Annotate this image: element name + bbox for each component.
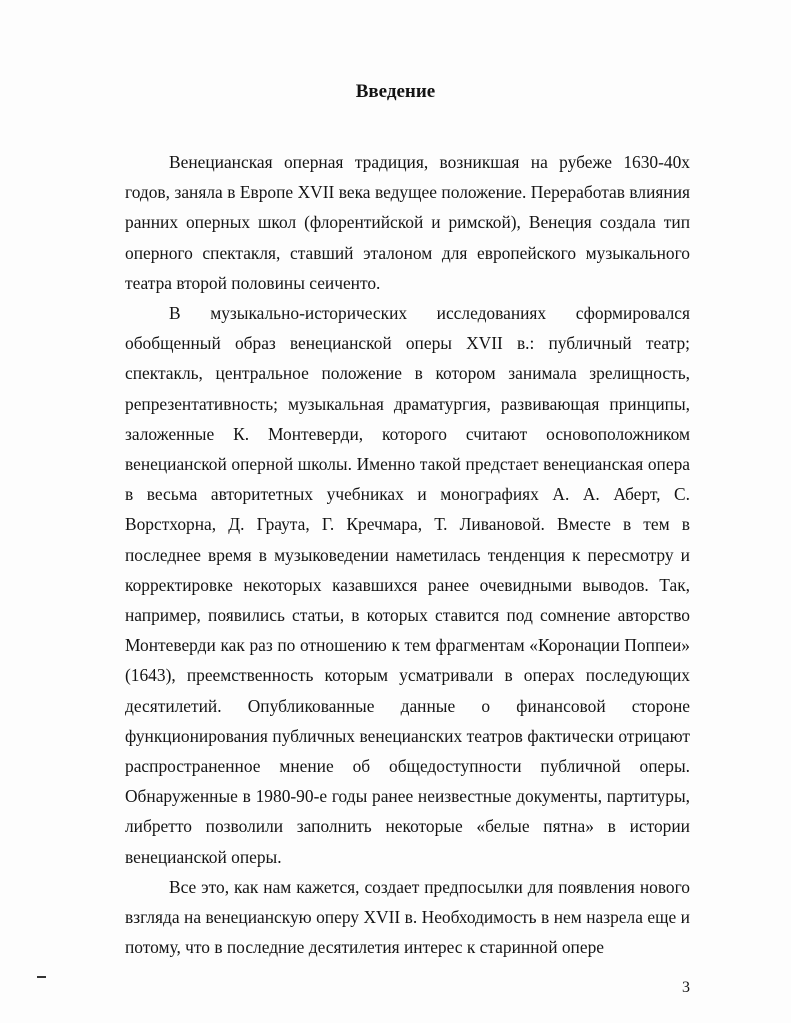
page-number: 3 [682, 979, 690, 996]
page-title: Введение [355, 81, 436, 102]
scan-artifact-mark [37, 976, 46, 978]
body-text [125, 147, 690, 962]
paragraph-3: Все это, как нам кажется, создает предпосылки для появления нового взгляда на венецианскую оперу XVII в. Необходимость в нем назрела еще и потому, что в последние десятилетия интерес к старинной опере [125, 876, 690, 958]
paragraph-1: Венецианская оперная традиция, возникшая на рубеже 1630-40х годов, заняла в Европе XVII века ведущее положение. Переработав влияния ранних оперных школ (флорентийской и римской), Венеция создала тип оперного спектакля, ставший эталоном для европейского музыкального театра второй половины сеиченто. [125, 152, 690, 293]
paragraph-2: В музыкально-исторических исследованиях сформировался обобщенный образ венецианской оперы XVII в.: публичный театр; спектакль, центральное положение в котором занимала зрелищность, репрезентативность; музыкальная драматургия, развивающая принципы, заложенные К. Монтеверди, которого считают основоположником венецианской оперной школы. Именно такой предстает венецианская опера в весьма авторитетных учебниках и монографиях А. А. Аберт, С. Ворстхорна, Д. Граута, Г. Кречмара, Т. Ливановой. Вместе в тем в последнее время в музыковедении наметилась тенденция к пересмотру и корректировке некоторых казавшихся ранее очевидными выводов. Так, например, появились статьи, в которых ставится под сомнение авторство Монтеверди как раз по отношению к тем фрагментам «Коронации Поппеи» (1643), преемственность которым усматривали в операх последующих десятилетий. Опубликованные данные о финансовой стороне функционирования публичных венецианских театров фактически отрицают распространенное мнение об общедоступности публичной оперы. Обнаруженные в 1980-90-е годы ранее неизвестные документы, партитуры, либретто позволили заполнить некоторые «белые пятна» в истории венецианской оперы. [125, 303, 690, 867]
